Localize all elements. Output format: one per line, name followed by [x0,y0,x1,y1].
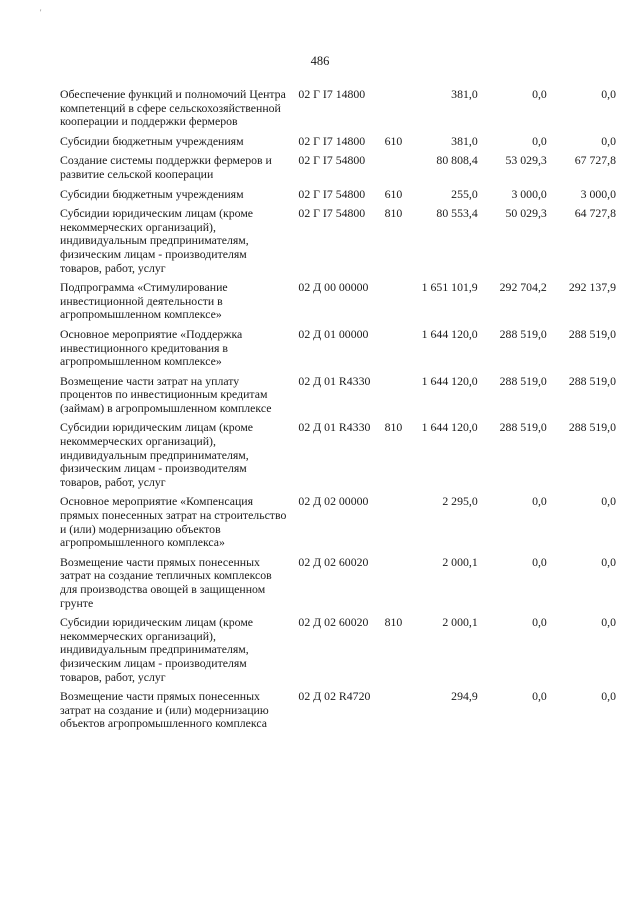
row-amount-3: 3 000,0 [580,186,616,201]
row-expense-type [385,154,409,187]
row-name: Возмещение части прямых понесенных затрат на создание тепличных комплексов для производства овощей в защищенном грунте [60,554,272,610]
row-name: Создание системы поддержки фермеров и развитие сельской кооперации [60,153,272,181]
row-expense-type: 810 [384,206,403,221]
row-amount-1: 255,0 [451,186,478,201]
row-amount-1: 381,0 [451,133,478,148]
row-amount-3: 67 727,8 [574,153,616,168]
row-amount-2: 288 519,0 [499,420,547,435]
corner-mark: ' [40,8,42,17]
table-row [60,88,616,135]
row-amount-1: 294,9 [451,689,478,704]
row-amount-3: 64 727,8 [574,206,616,221]
row-expense-type [385,328,409,375]
row-amount-3: 0,0 [601,615,616,630]
row-amount-2: 50 029,3 [505,206,547,221]
row-amount-3: 288 519,0 [568,420,616,435]
row-amount-1: 80 808,4 [436,153,478,168]
row-target-code: 02 Д 00 00000 [298,280,369,295]
row-amount-3: 288 519,0 [568,373,616,388]
row-name: Субсидии юридическим лицам (кроме некоммерческих организаций), индивидуальным предпринимателям, физическим лицам - производителям товаров, работ, услуг [60,615,254,684]
row-expense-type: 810 [384,420,403,435]
row-amount-1: 2 000,1 [442,615,478,630]
row-amount-2: 0,0 [532,689,547,704]
row-amount-1: 2 000,1 [442,554,478,569]
row-target-code: 02 Д 02 00000 [298,494,369,509]
row-amount-1: 1 651 101,9 [421,280,478,295]
row-name: Возмещение части прямых понесенных затрат на создание и (или) модернизацию объектов агропромышленного комплекса [60,689,269,731]
row-amount-2: 292 704,2 [499,280,547,295]
row-amount-3: 0,0 [601,494,616,509]
row-amount-3: 288 519,0 [568,326,616,341]
table-row [60,188,616,208]
row-expense-type: 610 [384,186,403,201]
row-name: Субсидии бюджетным учреждениям [60,133,244,148]
row-amount-3: 0,0 [601,689,616,704]
row-expense-type [385,375,409,422]
row-name: Субсидии юридическим лицам (кроме некоммерческих организаций), индивидуальным предпринимателям, физическим лицам - производителям товаров, работ, услуг [60,206,254,275]
row-amount-3: 0,0 [601,133,616,148]
row-target-code: 02 Г I7 14800 [298,87,366,101]
budget-table [60,88,616,737]
row-amount-2: 288 519,0 [499,373,547,388]
row-amount-1: 1 644 120,0 [421,326,478,341]
row-target-code: 02 Д 01 R4330 [298,373,371,388]
row-amount-2: 0,0 [532,87,547,101]
row-amount-2: 0,0 [532,615,547,630]
row-amount-1: 80 553,4 [436,206,478,221]
row-expense-type [385,495,409,555]
row-amount-3: 0,0 [601,87,616,101]
table-row [60,556,616,616]
table-row [60,616,616,690]
row-amount-2: 288 519,0 [499,326,547,341]
row-target-code: 02 Г I7 14800 [298,133,366,148]
row-amount-2: 0,0 [532,133,547,148]
row-expense-type: 810 [384,615,403,630]
row-amount-2: 0,0 [532,554,547,569]
row-amount-1: 2 295,0 [442,494,478,509]
row-expense-type [385,556,409,616]
row-amount-1: 1 644 120,0 [421,420,478,435]
row-target-code: 02 Д 01 00000 [298,326,369,341]
row-name: Субсидии бюджетным учреждениям [60,186,244,201]
row-expense-type: 610 [384,133,403,148]
row-target-code: 02 Д 02 60020 [298,554,369,569]
row-expense-type [385,690,409,737]
row-amount-1: 1 644 120,0 [421,373,478,388]
table-row [60,421,616,495]
table-row [60,207,616,281]
row-target-code: 02 Д 02 R4720 [298,689,371,704]
row-expense-type [385,281,409,328]
row-name: Возмещение части затрат на уплату процентов по инвестиционным кредитам (займам) в агропромышленном комплексе [60,373,272,415]
row-expense-type [385,88,409,135]
table-row [60,328,616,375]
row-name: Субсидии юридическим лицам (кроме некоммерческих организаций), индивидуальным предпринимателям, физическим лицам - производителям товаров, работ, услуг [60,420,254,489]
table-row [60,135,616,155]
row-amount-1: 381,0 [451,87,478,101]
row-target-code: 02 Г I7 54800 [298,186,366,201]
row-target-code: 02 Г I7 54800 [298,206,366,221]
row-name: Обеспечение функций и полномочий Центра компетенций в сфере сельскохозяйственной кооперации и поддержки фермеров [60,87,286,129]
table-row [60,495,616,555]
row-amount-3: 0,0 [601,554,616,569]
row-amount-2: 0,0 [532,494,547,509]
table-row [60,690,616,737]
table-row [60,375,616,422]
row-name: Основное мероприятие «Поддержка инвестиционного кредитования в агропромышленном комплексе» [60,326,243,369]
table-row [60,281,616,328]
table-row [60,154,616,187]
row-amount-3: 292 137,9 [568,280,616,295]
row-amount-2: 3 000,0 [511,186,547,201]
page-number: 486 [310,54,330,68]
row-target-code: 02 Д 02 60020 [298,615,369,630]
row-amount-2: 53 029,3 [505,153,547,168]
row-name: Подпрограмма «Стимулирование инвестиционной деятельности в агропромышленном комплексе» [60,280,228,322]
row-name: Основное мероприятие «Компенсация прямых понесенных затрат на строительство и (или) модернизацию объектов агропромышленного комплекса» [60,494,287,550]
row-target-code: 02 Д 01 R4330 [298,420,371,435]
row-target-code: 02 Г I7 54800 [298,153,366,168]
